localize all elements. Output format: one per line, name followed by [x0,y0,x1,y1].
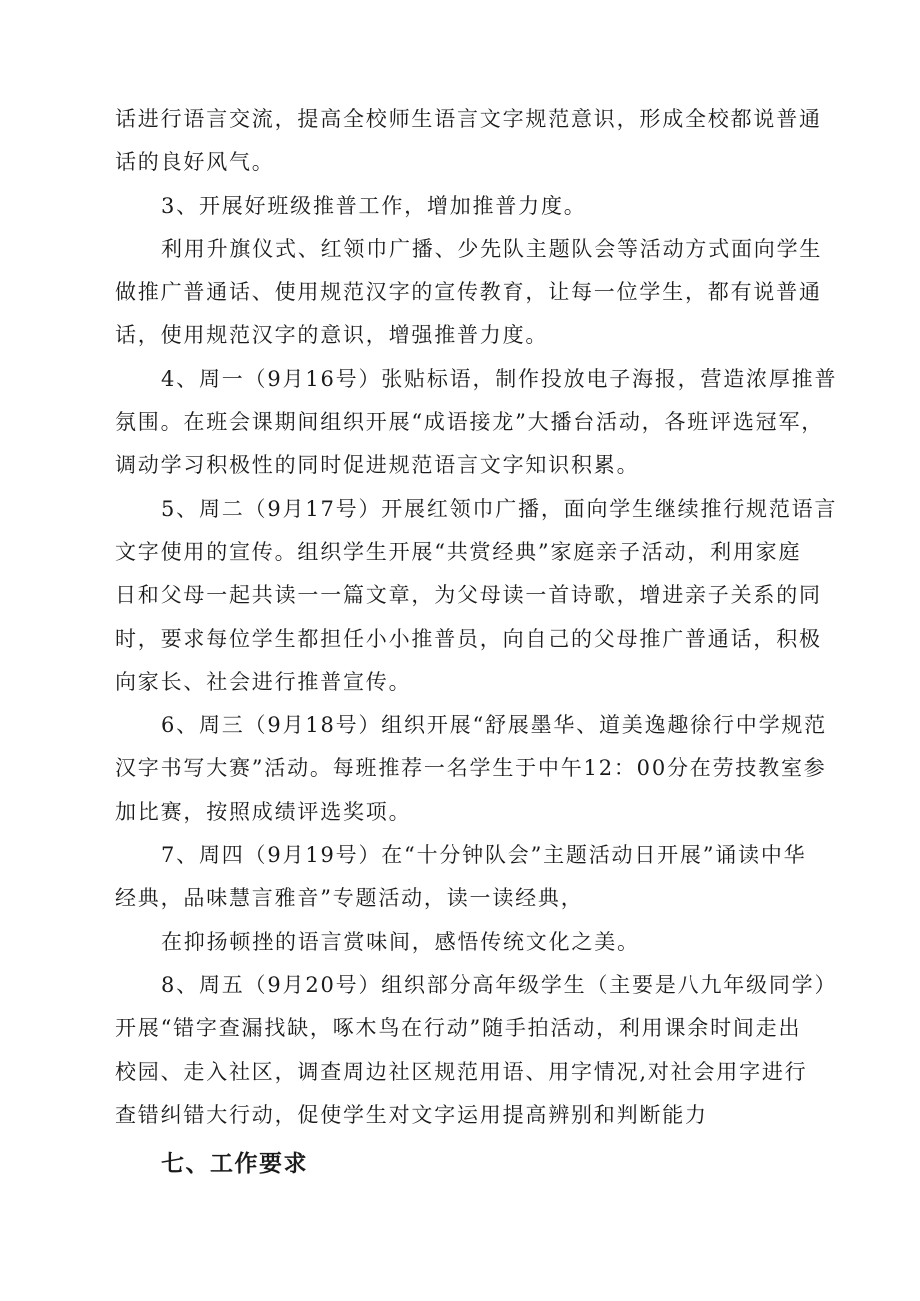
section-heading: 七、工作要求 [161,1151,308,1178]
text-line: 话进行语言交流，提高全校师生语言文字规范意识，形成全校都说普通 [115,107,822,131]
text-line: 时，要求每位学生都担任小小推普员，向自己的父母推广普通话，积极 [115,626,822,651]
item-5-text: 5、周二（9月17号）开展红领巾广播，面向学生继续推行规范语言 [161,496,838,521]
text-line: 汉字书写大赛”活动。每班推荐一名学生于中午12：00分在劳技教室参 [115,756,827,781]
document-body [115,98,838,1189]
text-line: 调动学习积极性的同时促进规范语言文字知识积累。 [115,453,640,478]
item-3-title: 3、开展好班级推普工作，增加推普力度。 [161,193,587,218]
text-line: 加比赛，按照成绩评选奖项。 [115,799,412,824]
text-line: 向家长、社会进行推普宣传。 [115,669,412,694]
text-line: 日和父母一起共读一一篇文章，为父母读一首诗歌，增进亲子关系的同 [115,583,822,608]
text-line: 做推广普通话、使用规范汉字的宣传教育，让每一位学生，都有说普通 [115,280,822,305]
text-line: 氛围。在班会课期间组织开展“成语接龙”大播台活动，各班评选冠军， [115,410,825,435]
item-8-text: 8、周五（9月20号）组织部分高年级学生（主要是八九年级同学） [161,972,838,997]
text-line: 利用升旗仪式、红领巾广播、少先队主题队会等活动方式面向学生 [161,236,823,261]
text-line: 话，使用规范汉字的意识，增强推普力度。 [115,323,549,348]
text-line: 开展“错字查漏找缺，啄木鸟在行动”随手拍活动，利用课余时间走出 [115,1016,802,1041]
item-6-text: 6、周三（9月18号）组织开展“舒展墨华、道美逸趣徐行中学规范 [161,713,827,738]
text-line: 校园、走入社区，调查周边社区规范用语、用字情况,对社会用字进行 [115,1059,808,1084]
text-line: 查错纠错大行动，促使学生对文字运用提高辨别和判断能力 [115,1102,708,1127]
text-line: 在抑扬顿挫的语言赏味间，感悟传统文化之美。 [161,929,640,954]
item-7-text: 7、周四（9月19号）在“十分钟队会”主题活动日开展”诵读中华 [161,843,807,868]
text-line: 文字使用的宣传。组织学生开展“共赏经典”家庭亲子活动，利用家庭 [115,539,802,564]
text-line: 经典，品味慧言雅音”专题活动，读一读经典， [115,886,584,911]
text-line: 话的良好风气。 [115,150,275,175]
item-4-text: 4、周一（9月16号）张贴标语，制作投放电子海报，营造浓厚推普 [161,366,838,391]
